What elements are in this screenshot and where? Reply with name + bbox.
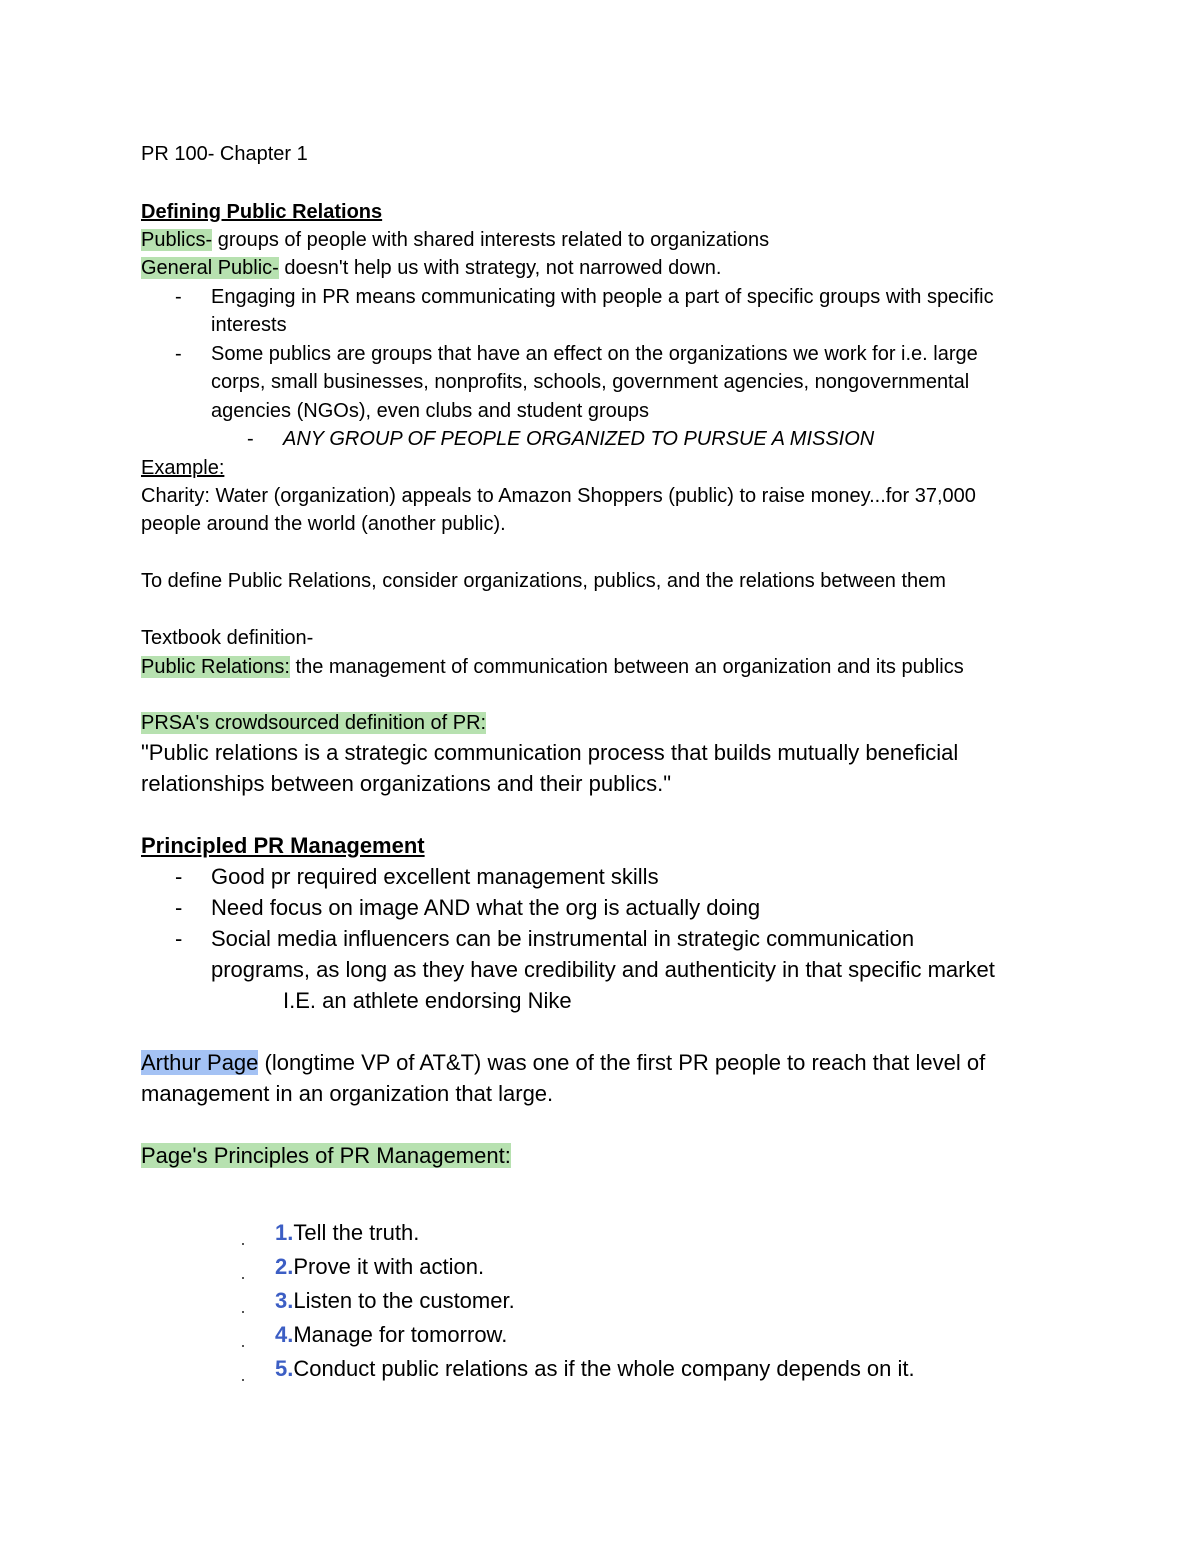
define-pr-line: To define Public Relations, consider organizations, publics, and the relations between them [141,570,946,592]
bullet-dash: - [175,343,182,365]
bullet-line: Good pr required excellent management skills [211,864,659,889]
principle-item [275,1321,507,1349]
principle-item [275,1287,515,1315]
list-marker-dot [242,1379,244,1381]
sub-bullet-dash: - [247,428,254,450]
example-label: Example: [141,457,225,479]
pr-def: the management of communication between an organization and its publics [289,656,964,678]
pr-term: Public Relations: [141,656,290,678]
textbook-label: Textbook definition- [141,627,314,649]
publics-term: Publics- [141,229,213,251]
bullet-line: interests [211,314,287,336]
principles-label: Page's Principles of PR Management: [141,1143,511,1168]
principle-text: Conduct public relations as if the whole company depends on it. [293,1356,915,1381]
bullet-dash: - [175,926,183,951]
arthur-page-rest: (longtime VP of AT&T) was one of the first PR people to reach that level of [258,1050,986,1075]
principle-number: 4. [275,1322,294,1347]
ie-example-line: I.E. an athlete endorsing Nike [283,988,572,1013]
principle-number: 5. [275,1356,294,1381]
bullet-line: programs, as long as they have credibility and authenticity in that specific market [211,957,995,982]
general-public-def: doesn't help us with strategy, not narrowed down. [278,257,722,279]
principle-item [275,1219,419,1247]
publics-def: groups of people with shared interests related to organizations [212,229,770,251]
list-marker-dot [242,1243,244,1245]
general-public-definition [141,255,721,281]
sub-bullet-text: ANY GROUP OF PEOPLE ORGANIZED TO PURSUE A MISSION [283,428,875,450]
bullet-line: Social media influencers can be instrumental in strategic communication [211,926,915,951]
section-heading-principled: Principled PR Management [141,833,425,858]
principle-text: Prove it with action. [293,1254,485,1279]
principle-item [275,1355,915,1383]
prsa-quote-line: "Public relations is a strategic communication process that builds mutually beneficial [141,740,959,765]
bullet-dash: - [175,895,183,920]
bullet-line: Engaging in PR means communicating with people a part of specific groups with specific [211,286,994,308]
list-marker-dot [242,1277,244,1279]
principle-text: Tell the truth. [293,1220,420,1245]
bullet-line: agencies (NGOs), even clubs and student groups [211,400,650,422]
list-marker-dot [242,1345,244,1347]
publics-definition [141,227,769,253]
bullet-line: Need focus on image AND what the org is actually doing [211,895,761,920]
principles-label-line [141,1142,511,1170]
prsa-label: PRSA's crowdsourced definition of PR: [141,712,487,734]
principle-number: 2. [275,1254,294,1279]
principle-number: 1. [275,1220,294,1245]
principle-text: Listen to the customer. [293,1288,515,1313]
arthur-page-name: Arthur Page [141,1050,259,1075]
general-public-term: General Public- [141,257,279,279]
bullet-dash: - [175,864,183,889]
prsa-quote-line: relationships between organizations and their publics." [141,771,672,796]
bullet-dash: - [175,286,182,308]
bullet-line: Some publics are groups that have an effect on the organizations we work for i.e. large [211,343,978,365]
section-heading-defining: Defining Public Relations [141,201,383,223]
example-line: Charity: Water (organization) appeals to Amazon Shoppers (public) to raise money...for 37,000 [141,485,976,507]
doc-title: PR 100- Chapter 1 [141,143,308,165]
principle-item [275,1253,484,1281]
arthur-page-line2: management in an organization that large. [141,1081,554,1106]
pr-definition [141,654,964,680]
list-marker-dot [242,1311,244,1313]
principle-number: 3. [275,1288,294,1313]
prsa-label-line [141,710,486,736]
arthur-page-line [141,1049,985,1077]
bullet-line: corps, small businesses, nonprofits, schools, government agencies, nongovernmental [211,371,970,393]
principle-text: Manage for tomorrow. [293,1322,508,1347]
example-line: people around the world (another public). [141,513,506,535]
